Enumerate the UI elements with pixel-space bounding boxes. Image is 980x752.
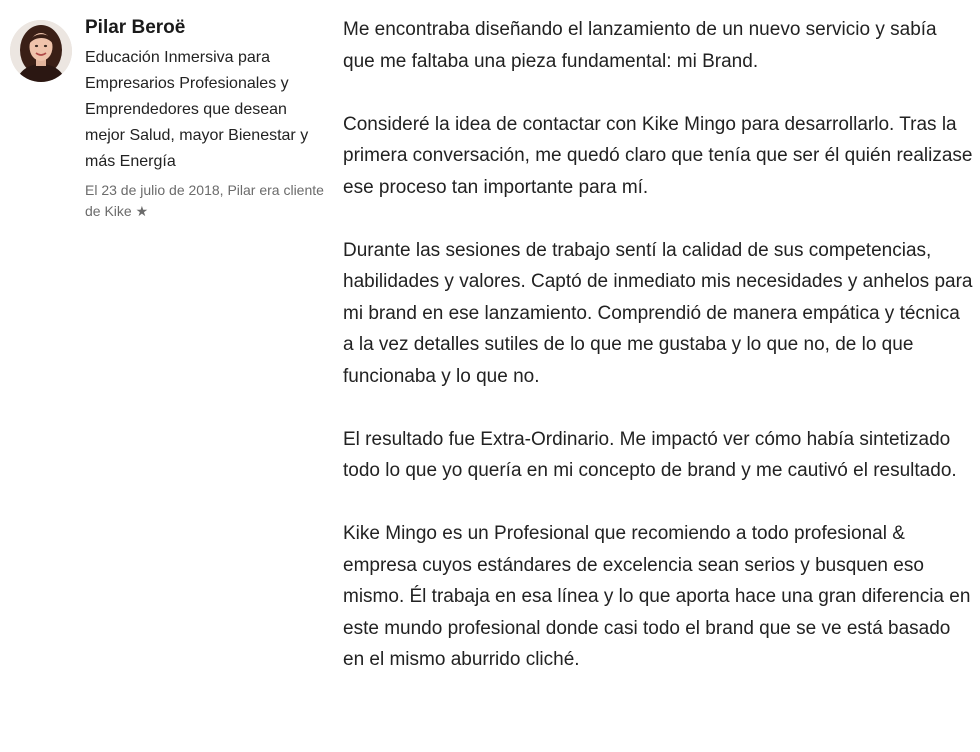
recommender-name[interactable]: Pilar Beroë [85, 17, 186, 38]
recommender-text [85, 14, 330, 222]
recommendation-text [343, 14, 973, 707]
recommendation-date-relationship: El 23 de julio de 2018, Pilar era cliente de Kike ★ [85, 182, 324, 219]
recommendation-paragraph: El resultado fue Extra-Ordinario. Me impactó ver cómo había sintetizado todo lo que yo quería en mi concepto de brand y me cautivó el resultado. [343, 428, 957, 481]
recommendation-paragraph: Consideré la idea de contactar con Kike Mingo para desarrollarlo. Tras la primera conversación, me quedó claro que tenía que ser él quién realizase ese proceso tan importante para mí. [343, 113, 973, 198]
recommender-headline: Educación Inmersiva para Empresarios Profesionales y Emprendedores que desean mejor Salud, mayor Bienestar y más Energía [85, 49, 309, 170]
avatar[interactable] [10, 20, 72, 82]
avatar-photo [10, 20, 72, 82]
recommendation-paragraph: Durante las sesiones de trabajo sentí la calidad de sus competencias, habilidades y valores. Captó de inmediato mis necesidades y anhelos para mi brand en ese lanzamiento. Comprendió de manera empática y técnica a la vez detalles sutiles de lo que me gustaba y lo que no, de lo que funcionaba y lo que no. [343, 239, 973, 387]
recommendation-paragraph: Kike Mingo es un Profesional que recomiendo a todo profesional & empresa cuyos estándares de excelencia sean serios y busquen eso mismo. Él trabaja en esa línea y lo que aporta hace una gran diferencia en este mundo profesional donde casi todo el brand que se ve está basado en el mismo aburrido cliché. [343, 523, 971, 670]
recommendation-paragraph: Me encontraba diseñando el lanzamiento de un nuevo servicio y sabía que me faltaba una pieza fundamental: mi Brand. [343, 19, 937, 72]
